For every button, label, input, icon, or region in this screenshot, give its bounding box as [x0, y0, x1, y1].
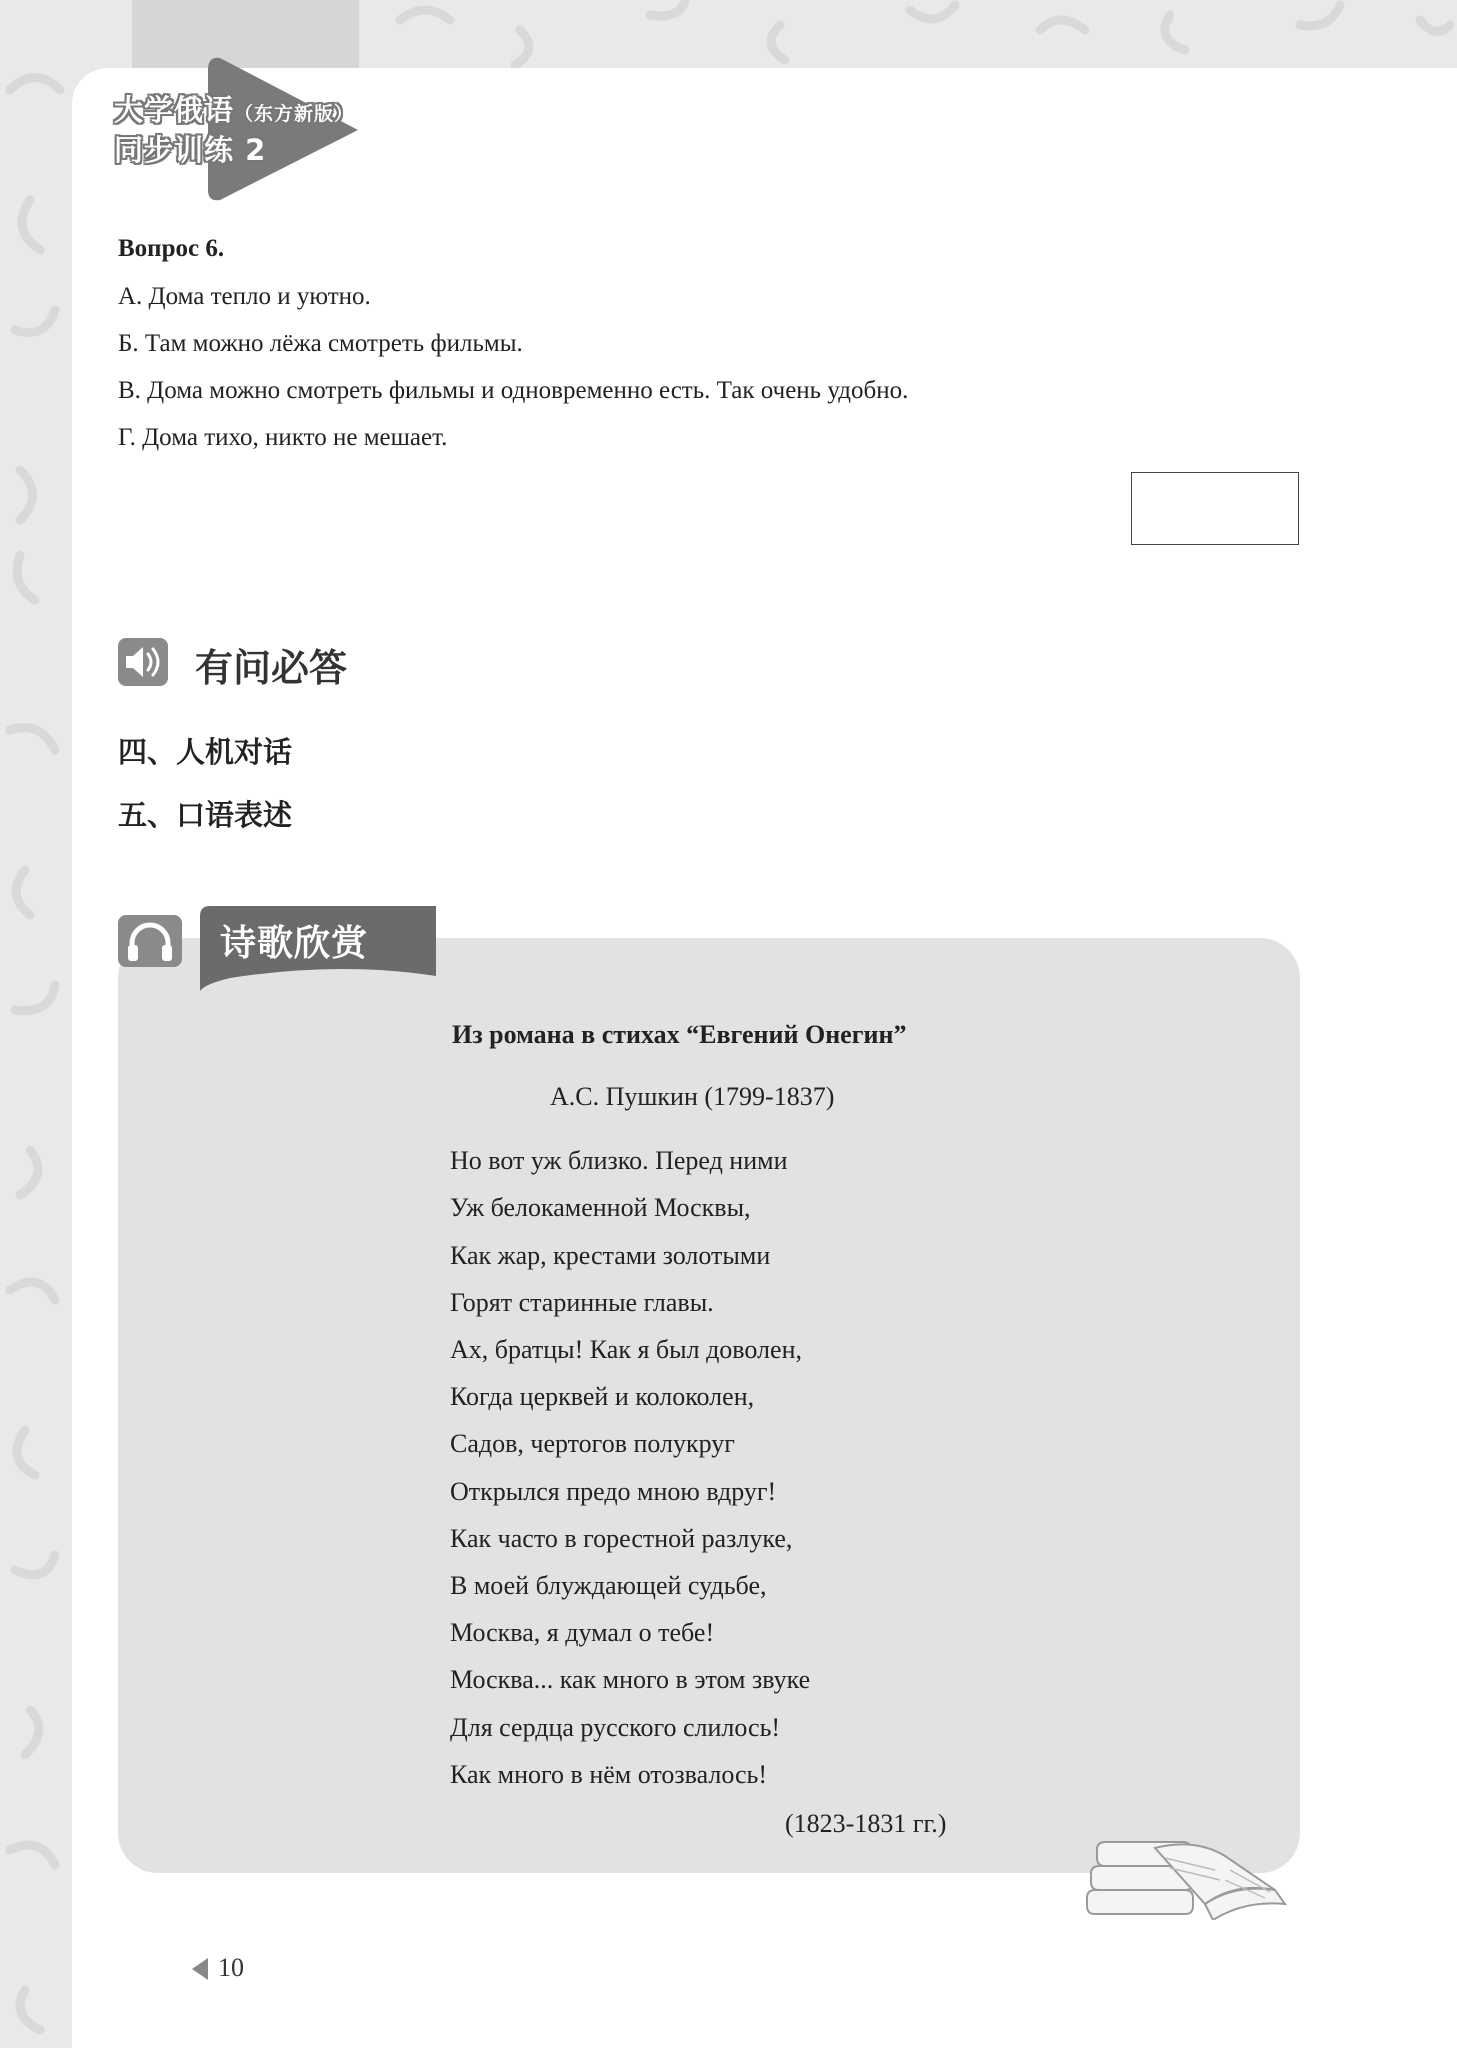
subheading-speech: 五、口语表述 — [118, 798, 293, 832]
poem-date: (1823-1831 гг.) — [785, 1809, 947, 1838]
headphones-icon — [118, 915, 182, 967]
section-title-answer: 有问必答 — [195, 646, 348, 690]
section-title-poem: 诗歌欣赏 — [220, 923, 369, 964]
poem-line: В моей блуждающей судьбе, — [450, 1571, 767, 1600]
poem-line: Но вот уж близко. Перед ними — [450, 1146, 788, 1175]
option-d: Г. Дома тихо, никто не мешает. — [118, 424, 448, 451]
poem-line: Горят старинные главы. — [450, 1288, 714, 1317]
option-c: В. Дома можно смотреть фильмы и одновременно есть. Так очень удобно. — [118, 377, 909, 404]
poem-line: Как жар, крестами золотыми — [450, 1241, 771, 1270]
poem-line: Ах, братцы! Как я был доволен, — [450, 1335, 802, 1364]
poem-line: Как много в нём отозвалось! — [450, 1760, 768, 1789]
option-b: Б. Там можно лёжа смотреть фильмы. — [118, 330, 523, 357]
poem-author: А.С. Пушкин (1799-1837) — [550, 1082, 835, 1111]
poem-line: Садов, чертогов полукруг — [450, 1429, 735, 1458]
poem-line: Уж белокаменной Москвы, — [450, 1193, 751, 1222]
poem-line: Как часто в горестной разлуке, — [450, 1524, 793, 1553]
poem-line: Москва, я думал о тебе! — [450, 1618, 715, 1647]
page-arrow-icon — [190, 1956, 210, 1982]
poem-line: Когда церквей и колоколен, — [450, 1382, 755, 1411]
poem-line: Москва... как много в этом звуке — [450, 1665, 811, 1694]
option-a: А. Дома тепло и уютно. — [118, 283, 371, 310]
speaker-icon — [118, 638, 168, 686]
books-illustration-icon — [1085, 1800, 1305, 1920]
page-number: 10 — [218, 1953, 244, 1982]
poem-line: Для сердца русского слилось! — [450, 1713, 781, 1742]
poem-line: Открылся предо мною вдруг! — [450, 1477, 777, 1506]
subheading-dialogue: 四、人机对话 — [118, 735, 293, 769]
question-title: Вопрос 6. — [118, 235, 225, 262]
book-title-line1: 大学俄语（东方新版） — [114, 93, 355, 127]
book-title-line2: 同步训练 2 — [114, 133, 267, 167]
poem-title: Из романа в стихах “Евгений Онегин” — [452, 1020, 907, 1049]
answer-box[interactable] — [1131, 472, 1299, 545]
